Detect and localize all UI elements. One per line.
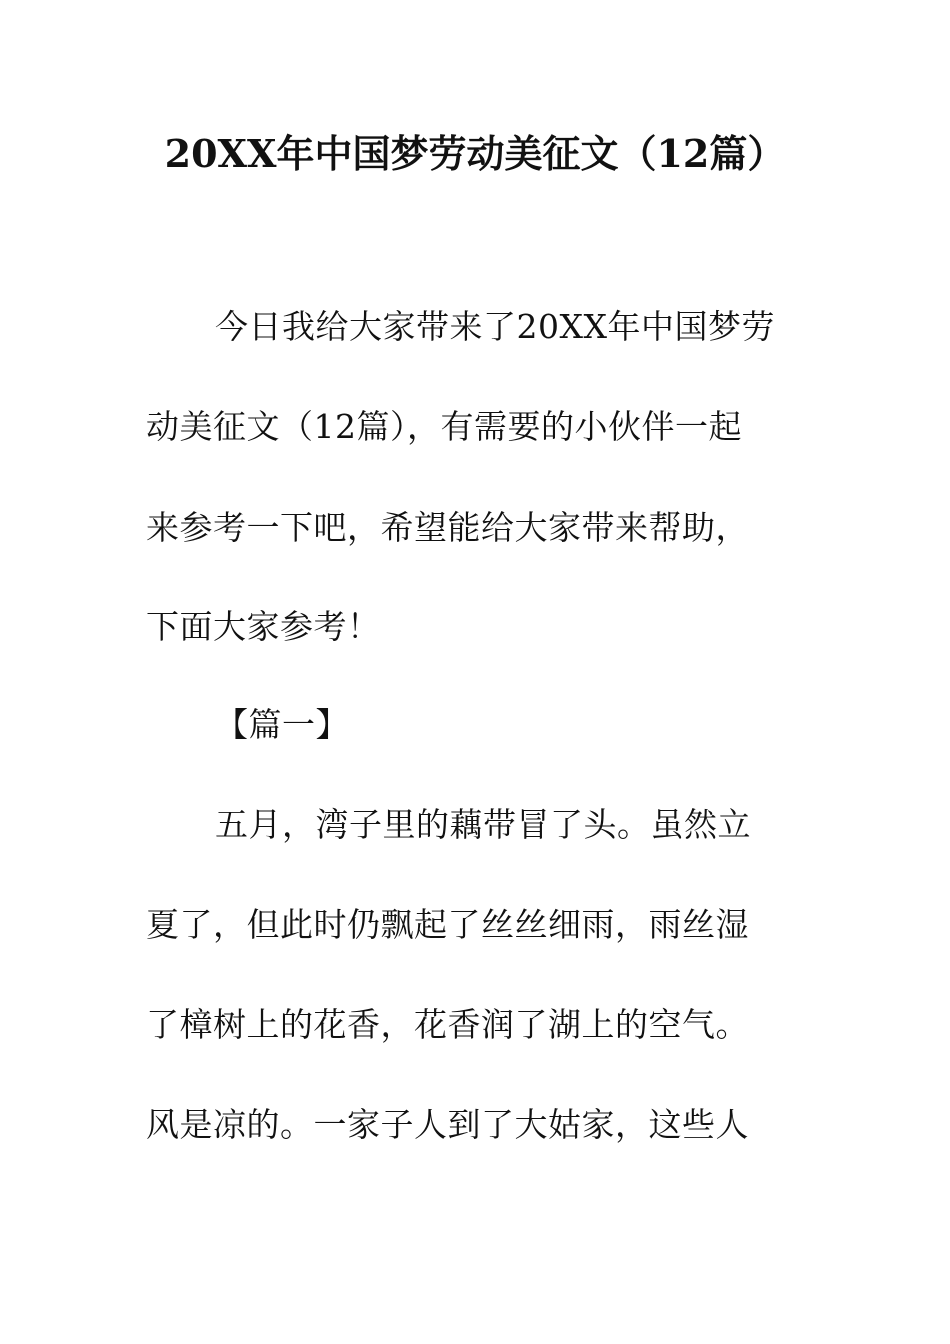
body-line-4: 风是凉的。一家子人到了大姑家，这些人 [146, 1105, 749, 1144]
document-title: 20XX年中国梦劳动美征文（12篇） [164, 131, 786, 176]
section-heading: 【篇一】 [215, 705, 349, 744]
intro-line-1: 今日我给大家带来了20XX年中国梦劳 [215, 307, 775, 346]
body-line-3: 了樟树上的花香，花香润了湖上的空气。 [146, 1005, 749, 1044]
body-line-2: 夏了，但此时仍飘起了丝丝细雨，雨丝湿 [146, 905, 749, 944]
intro-line-3: 来参考一下吧，希望能给大家带来帮助， [146, 508, 749, 547]
intro-line-2: 动美征文（12篇），有需要的小伙伴一起 [146, 407, 742, 446]
body-line-1: 五月，湾子里的藕带冒了头。虽然立 [215, 805, 751, 844]
intro-line-4: 下面大家参考！ [146, 607, 381, 646]
